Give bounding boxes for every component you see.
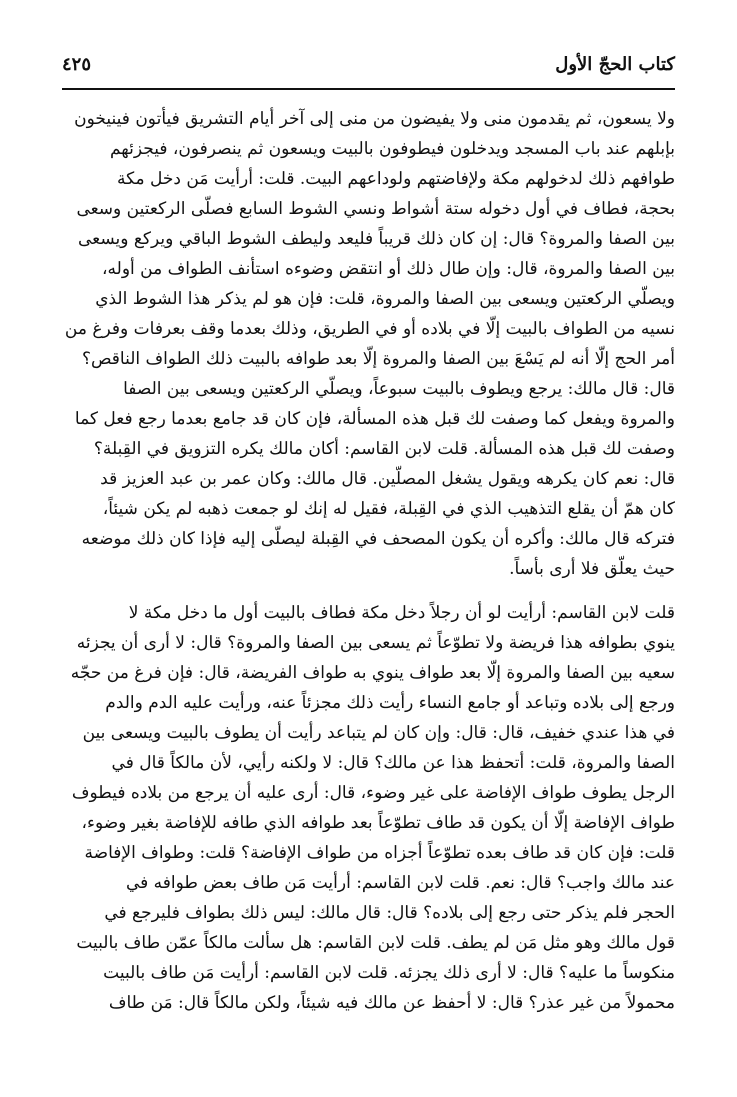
text-line: وصفت لك قبل هذه المسألة. قلت لابن القاسم: أكان مالك يكره التزويق في القِبلة؟ bbox=[93, 439, 675, 459]
text-line: قلت لابن القاسم: أرأيت لو أن رجلاً دخل مكة فطاف بالبيت أول ما دخل مكة لا bbox=[128, 603, 675, 623]
text-line: طواف الإفاضة إلّا أن يكون قد طاف تطوّعاً بعد طوافه الذي طافه للإفاضة بغير وضوء، bbox=[81, 813, 675, 833]
text-line: ينوي بطوافه هذا فريضة ولا تطوّعاً ثم يسعى بين الصفا والمروة؟ قال: لا أرى أن يجزئه bbox=[76, 633, 675, 653]
text-line: ولا يسعون، ثم يقدمون منى ولا يفيضون من منى إلى آخر أيام التشريق فيأتون فينيخون bbox=[74, 109, 675, 129]
text-line: نسيه من الطواف بالبيت إلّا في بلاده أو في الطريق، وذلك بعدما وقف بعرفات وفرغ من bbox=[64, 319, 675, 339]
text-line: أمر الحج إلّا أنه لم يَسْعَ بين الصفا والمروة إلّا بعد طوافه بالبيت ذلك الطواف الناقص؟ bbox=[81, 349, 675, 369]
text-line: قول مالك وهو مثل مَن لم يطف. قلت لابن القاسم: هل سألت مالكاً عمّن طاف بالبيت bbox=[76, 933, 675, 953]
text-line: عند مالك واجب؟ قال: نعم. قلت لابن القاسم: أرأيت مَن طاف بعض طوافه في bbox=[125, 873, 675, 893]
text-line: ورجع إلى بلاده وتباعد أو جامع النساء رأيت ذلك مجزئاً عنه، ورأيت عليه الدم والدم bbox=[105, 693, 675, 713]
text-line: فتركه قال مالك: وأكره أن يكون المصحف في القِبلة ليصلّى إليه فإذا كان ذلك موضعه bbox=[81, 529, 675, 549]
text-line: كان همّ أن يقلع التذهيب الذي في القِبلة، فقيل له إنك لو جمعت ذهبه لم يكن شيئاً، bbox=[102, 499, 675, 519]
text-line: ويصلّي الركعتين ويسعى بين الصفا والمروة، قلت: فإن هو لم يذكر هذا الشوط الذي bbox=[95, 289, 675, 309]
text-line: الحجر فلم يذكر حتى رجع إلى بلاده؟ قال: قال مالك: ليس ذلك بطواف فليرجع في bbox=[104, 903, 675, 923]
text-line: بين الصفا والمروة، قال: وإن طال ذلك أو انتقض وضوءه استأنف الطواف من أوله، bbox=[102, 259, 675, 279]
paragraph bbox=[62, 598, 675, 1018]
text-line: الرجل يطوف طواف الإفاضة على غير وضوء، قال: أرى عليه أن يرجع من بلاده فيطوف bbox=[71, 783, 675, 803]
page-header bbox=[62, 48, 675, 90]
text-line: بإبلهم عند باب المسجد ويدخلون فيطوفون بالبيت ويسعون ثم ينصرفون، فيجزئهم bbox=[109, 139, 675, 159]
text-line: في هذا عندي خفيف، قال: قال: وإن كان لم يتباعد رأيت أن يطوف بالبيت ويسعى بين bbox=[82, 723, 675, 743]
text-line: سعيه بين الصفا والمروة إلّا بعد طواف ينوي به طواف الفريضة، قال: فإن فرغ من حجّه bbox=[70, 663, 675, 683]
text-line: قال: قال مالك: يرجع ويطوف بالبيت سبوعاً، ويصلّي الركعتين ويسعى بين الصفا bbox=[123, 379, 675, 399]
text-line: بحجة، فطاف في أول دخوله ستة أشواط ونسي الشوط السابع فصلّى الركعتين وسعى bbox=[76, 199, 675, 219]
text-line: محمولاً من غير عذر؟ قال: لا أحفظ عن مالك فيه شيئاً، ولكن مالكاً قال: مَن طاف bbox=[108, 993, 675, 1013]
text-line: طوافهم ذلك لدخولهم مكة ولإفاضتهم ولوداعهم البيت. قلت: أرأيت مَن دخل مكة bbox=[117, 169, 675, 189]
text-line: منكوساً ما عليه؟ قال: لا أرى ذلك يجزئه. قلت لابن القاسم: أرأيت مَن طاف بالبيت bbox=[103, 963, 675, 983]
paragraph-gap bbox=[62, 584, 675, 598]
text-line: قال: نعم كان يكرهه ويقول يشغل المصلّين. قال مالك: وكان عمر بن عبد العزيز قد bbox=[100, 469, 675, 489]
text-line: حيث يعلّق فلا أرى بأساً. bbox=[509, 559, 675, 579]
page-number: ٤٢٥ bbox=[62, 54, 92, 75]
text-line: قلت: فإن كان قد طاف بعده تطوّعاً أجزاه من طواف الإفاضة؟ قلت: وطواف الإفاضة bbox=[84, 843, 675, 863]
text-line: والمروة ويفعل كما وصفت لك قبل هذه المسألة، فإن كان قد جامع بعدما رجع فعل كما bbox=[74, 409, 675, 429]
text-line: بين الصفا والمروة؟ قال: إن كان ذلك قريباً فليعد وليطف الشوط الباقي ويركع ويسعى bbox=[77, 229, 675, 249]
book-title: كتاب الحجّ الأول bbox=[555, 54, 675, 75]
page-body bbox=[62, 104, 675, 1018]
text-line: الصفا والمروة، قلت: أتحفظ هذا عن مالك؟ قال: لا ولكنه رأيي، لأن مالكاً قال في bbox=[111, 753, 675, 773]
paragraph bbox=[62, 104, 675, 584]
